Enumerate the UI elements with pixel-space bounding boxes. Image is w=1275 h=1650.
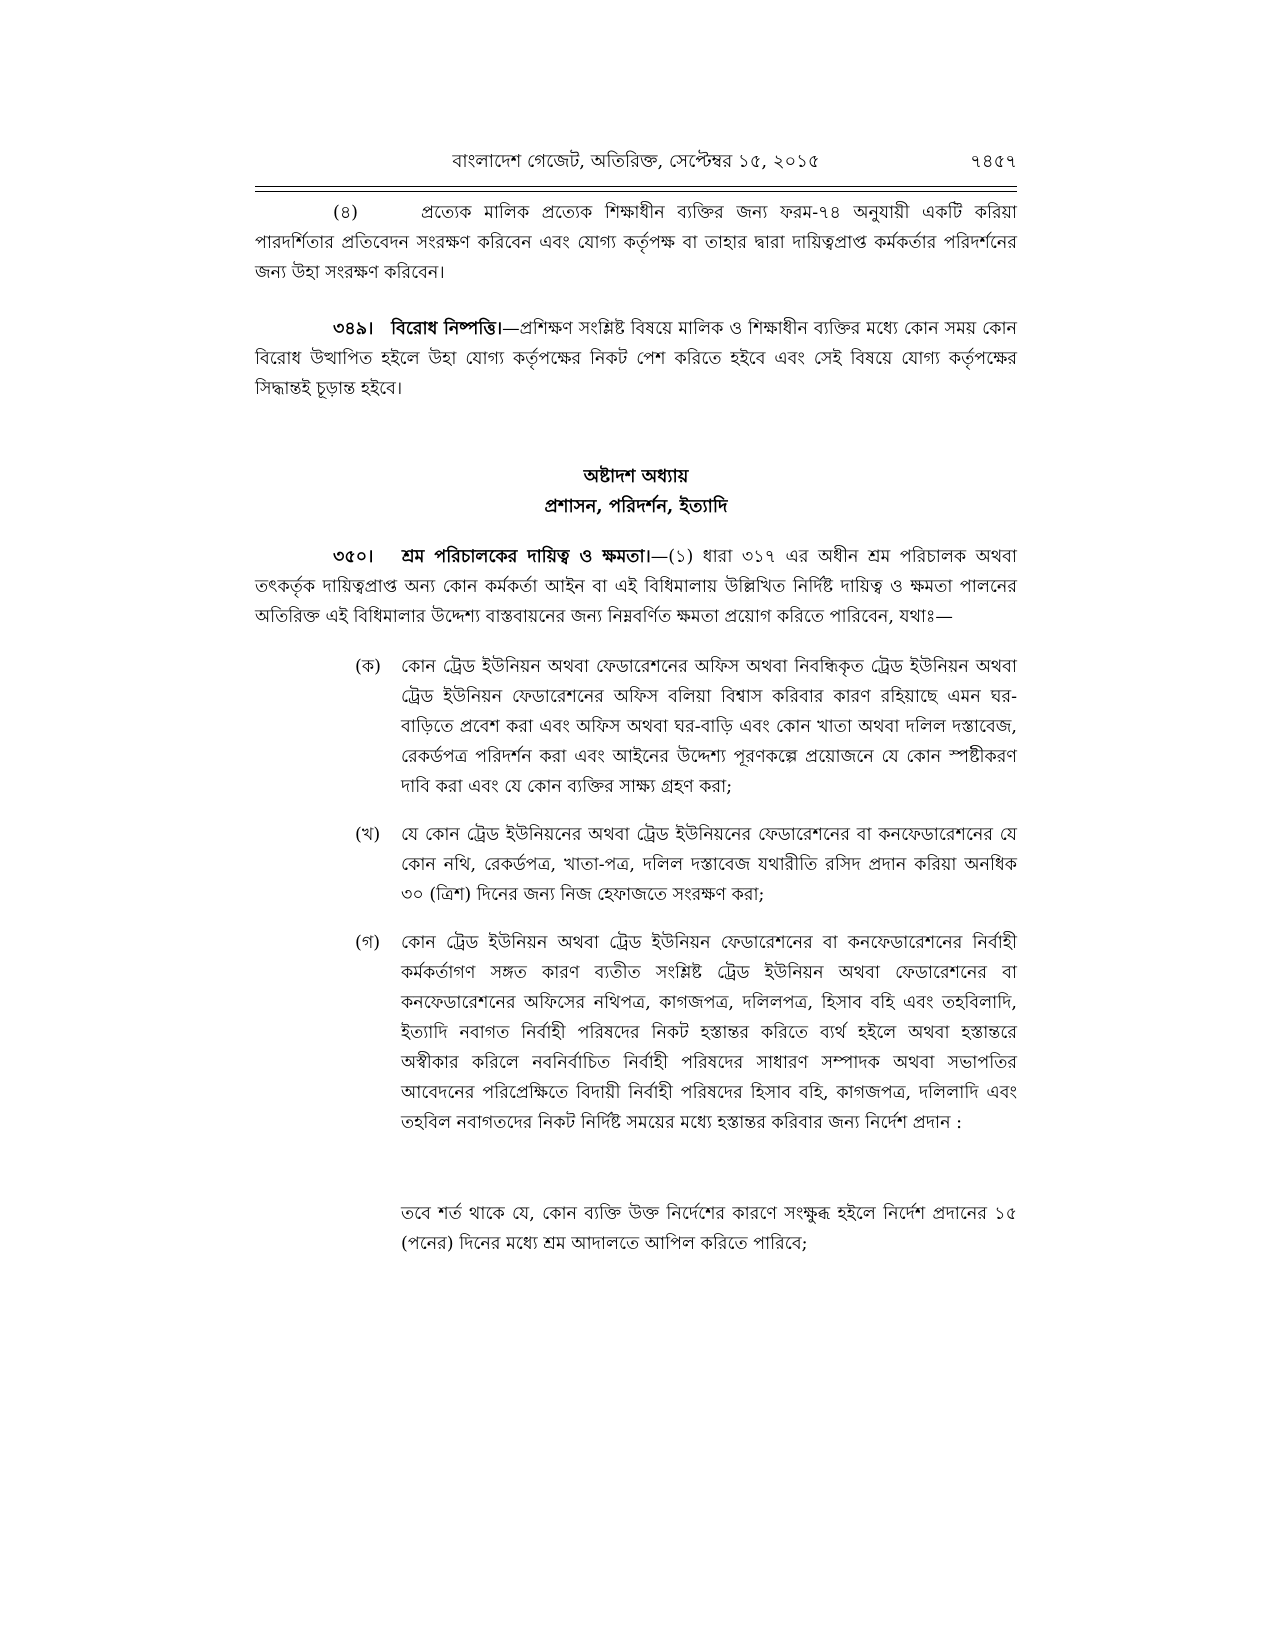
header-rule-bottom [255,191,1017,192]
page-header [255,150,1017,184]
section-349-text: —প্রশিক্ষণ সংশ্লিষ্ট বিষয়ে মালিক ও শিক্ষাধীন ব্যক্তির মধ্যে কোন সময় কোন বিরোধ উত্থাপিত হইলে উহা যোগ্য কর্তৃপক্ষের নিকট পেশ করিতে হইবে এবং সেই বিষয়ে যোগ্য কর্তৃপক্ষের সিদ্ধান্তই চূড়ান্ত হইবে। [255,319,1017,399]
section-350-number: ৩৫০। [333,547,374,567]
chapter-title: প্রশাসন, পরিদর্শন, ইত্যাদি [544,496,728,517]
clause-ka-text: কোন ট্রেড ইউনিয়ন অথবা ফেডারেশনের অফিস অথবা নিবন্ধিকৃত ট্রেড ইউনিয়ন অথবা ট্রেড ইউনিয়ন ফেডারেশনের অফিস বলিয়া বিশ্বাস করিবার কারণ রহিয়াছে এমন ঘর-বাড়িতে প্রবেশ করা এবং অফিস অথবা ঘর-বাড়ি এবং কোন খাতা অথবা দলিল দস্তাবেজ, রেকর্ডপত্র পরিদর্শন করা এবং আইনের উদ্দেশ্য পূরণকল্পে প্রয়োজনে যে কোন স্পষ্টীকরণ দাবি করা এবং যে কোন ব্যক্তির সাক্ষ্য গ্রহণ করা; [401,657,1017,797]
paragraph-4-number: (৪) [333,203,359,223]
section-350 [255,542,1017,632]
clause-ka [355,652,1017,802]
paragraph-4 [255,198,1017,288]
paragraph-4-text: প্রত্যেক মালিক প্রত্যেক শিক্ষাধীন ব্যক্তির জন্য ফরম-৭৪ অনুযায়ী একটি করিয়া পারদর্শিতার প্রতিবেদন সংরক্ষণ করিবেন এবং যোগ্য কর্তৃপক্ষ বা তাহার দ্বারা দায়িত্বপ্রাপ্ত কর্মকর্তার পরিদর্শনের জন্য উহা সংরক্ষণ করিবেন। [255,203,1017,283]
page-body [255,198,1017,1156]
section-350-text: —(১) ধারা ৩১৭ এর অধীন শ্রম পরিচালক অথবা তৎকর্তৃক দায়িত্বপ্রাপ্ত অন্য কোন কর্মকর্তা আইন বা এই বিধিমালায় উল্লিখিত নির্দিষ্ট দায়িত্ব ও ক্ষমতা পালনের অতিরিক্ত এই বিধিমালার উদ্দেশ্য বাস্তবায়নের জন্য নিম্নবর্ণিত ক্ষমতা প্রয়োগ করিতে পারিবেন, যথাঃ— [255,547,1017,627]
clause-ga-label: (গ) [355,933,381,953]
clause-kha-text: যে কোন ট্রেড ইউনিয়নের অথবা ট্রেড ইউনিয়নের ফেডারেশনের বা কনফেডারেশনের যে কোন নথি, রেকর্ডপত্র, খাতা-পত্র, দলিল দস্তাবেজ যথারীতি রসিদ প্রদান করিয়া অনধিক ৩০ (ত্রিশ) দিনের জন্য নিজ হেফাজতে সংরক্ষণ করা; [401,825,1017,905]
chapter-heading [255,462,1017,522]
header-rule-top [255,186,1017,187]
clause-ka-label: (ক) [355,657,381,677]
clause-list [355,652,1017,1138]
section-349-number: ৩৪৯। [333,319,374,339]
section-349 [255,314,1017,404]
clause-ga-text: কোন ট্রেড ইউনিয়ন অথবা ট্রেড ইউনিয়ন ফেডারেশনের বা কনফেডারেশনের নির্বাহী কর্মকর্তাগণ সঙ্গত কারণ ব্যতীত সংশ্লিষ্ট ট্রেড ইউনিয়ন অথবা ফেডারেশনের বা কনফেডারেশনের অফিসের নথিপত্র, কাগজপত্র, দলিলপত্র, হিসাব বহি এবং তহবিলাদি, ইত্যাদি নবাগত নির্বাহী পরিষদের নিকট হস্তান্তর করিতে ব্যর্থ হইলে অথবা হস্তান্তরে অস্বীকার করিলে নবনির্বাচিত নির্বাহী পরিষদের সাধারণ সম্পাদক অথবা সভাপতির আবেদনের পরিপ্রেক্ষিতে বিদায়ী নির্বাহী পরিষদের হিসাব বহি, কাগজপত্র, দলিলাদি এবং তহবিল নবাগতদের নিকট নির্দিষ্ট সময়ের মধ্যে হস্তান্তর করিবার জন্য নির্দেশ প্রদান : [401,933,1018,1133]
section-349-heading: বিরোধ নিষ্পত্তি। [391,319,503,339]
page-number: ৭৪৫৭ [970,151,1017,172]
proviso-block [255,1195,1017,1259]
clause-ga [355,928,1017,1138]
clause-kha [355,820,1017,910]
chapter-number: অষ্টাদশ অধ্যায় [583,466,689,487]
proviso-text: তবে শর্ত থাকে যে, কোন ব্যক্তি উক্ত নির্দেশের কারণে সংক্ষুব্ধ হইলে নির্দেশ প্রদানের ১৫ (পনের) দিনের মধ্যে শ্রম আদালতে আপিল করিতে পারিবে; [401,1204,1017,1254]
section-350-heading: শ্রম পরিচালকের দায়িত্ব ও ক্ষমতা। [401,547,651,567]
header-title: বাংলাদেশ গেজেট, অতিরিক্ত, সেপ্টেম্বর ১৫, ২০১৫ [452,151,820,172]
clause-kha-label: (খ) [355,825,381,845]
